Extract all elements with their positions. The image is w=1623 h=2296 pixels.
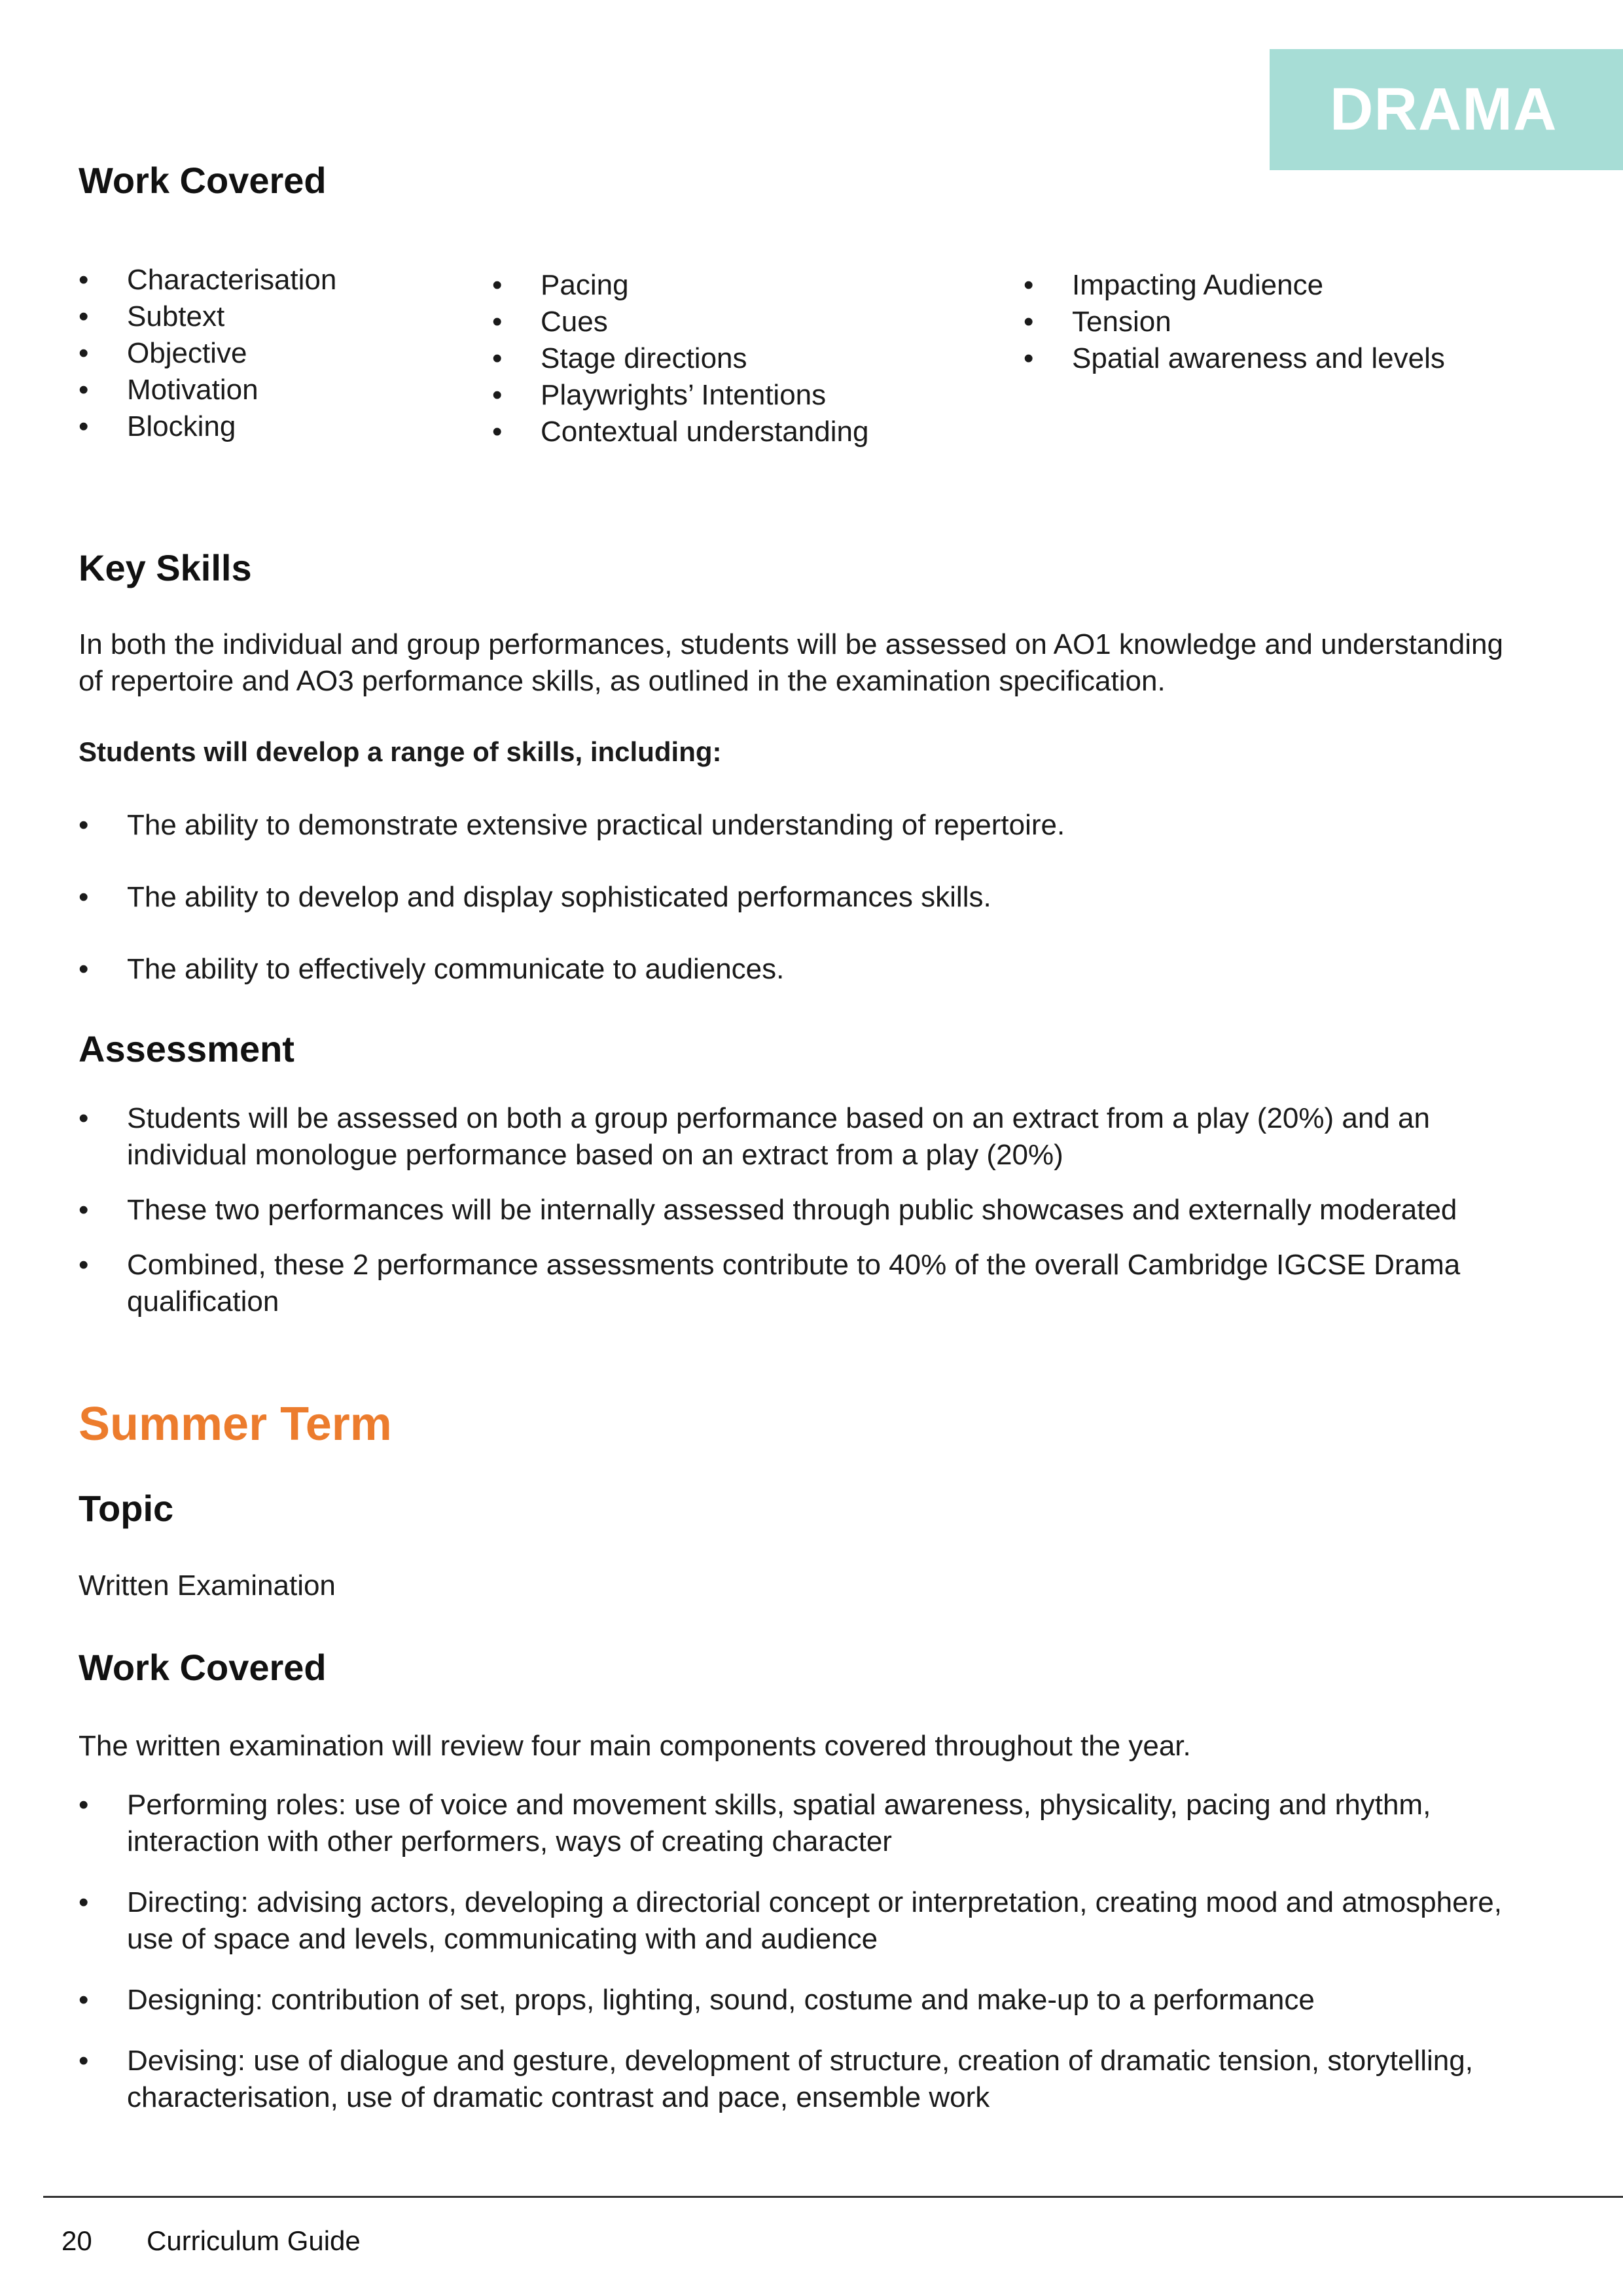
list-item: • Stage directions xyxy=(492,340,868,377)
list-item: • Designing: contribution of set, props, lighting, sound, costume and make-up to a performance xyxy=(79,1982,1551,2018)
list-item: • Spatial awareness and levels xyxy=(1024,340,1445,377)
key-skills-heading: Key Skills xyxy=(79,547,252,588)
assessment-list xyxy=(79,1100,1551,1338)
list-item: • Directing: advising actors, developing a directorial concept or interpretation, creating mood and atmosphere, use of space and levels, communicating with and audience xyxy=(79,1884,1551,1958)
written-components-list xyxy=(79,1787,1551,2140)
work-covered-list-col3 xyxy=(1024,267,1445,377)
list-item: • Blocking xyxy=(79,408,336,445)
list-item: • Playwrights’ Intentions xyxy=(492,377,868,414)
list-item: • Performing roles: use of voice and movement skills, spatial awareness, physicality, pacing and rhythm, interaction with other performers, ways of creating character xyxy=(79,1787,1551,1860)
subject-tab: DRAMA xyxy=(1270,49,1623,170)
summer-term-heading: Summer Term xyxy=(79,1398,392,1450)
list-item: • Characterisation xyxy=(79,262,336,298)
topic-heading: Topic xyxy=(79,1488,174,1529)
topic-value: Written Examination xyxy=(79,1570,336,1602)
list-item: • The ability to develop and display sophisticated performances skills. xyxy=(79,879,1551,916)
work-covered-heading-2: Work Covered xyxy=(79,1647,327,1688)
list-item: • The ability to effectively communicate to audiences. xyxy=(79,951,1551,988)
skills-list xyxy=(79,807,1551,1023)
list-item: • Contextual understanding xyxy=(492,414,868,450)
footer-divider xyxy=(43,2196,1623,2198)
assessment-heading: Assessment xyxy=(79,1028,294,1069)
list-item: • The ability to demonstrate extensive practical understanding of repertoire. xyxy=(79,807,1551,844)
list-item: • Tension xyxy=(1024,304,1445,340)
list-item: • These two performances will be internally assessed through public showcases and externally moderated xyxy=(79,1192,1551,1229)
footer-title: Curriculum Guide xyxy=(147,2225,361,2256)
list-item: • Objective xyxy=(79,335,336,372)
list-item: • Subtext xyxy=(79,298,336,335)
key-skills-intro: In both the individual and group performances, students will be assessed on AO1 knowledge and understanding of repertoire and AO3 performance skills, as outlined in the examination specification. xyxy=(79,628,1503,697)
list-item: • Devising: use of dialogue and gesture, development of structure, creation of dramatic tension, storytelling, characterisation, use of dramatic contrast and pace, ensemble work xyxy=(79,2043,1551,2116)
list-item: • Motivation xyxy=(79,372,336,408)
written-intro: The written examination will review four main components covered throughout the year. xyxy=(79,1730,1191,1762)
list-item: • Combined, these 2 performance assessments contribute to 40% of the overall Cambridge IGCSE Drama qualification xyxy=(79,1247,1551,1320)
work-covered-list-col1 xyxy=(79,262,336,445)
list-item: • Cues xyxy=(492,304,868,340)
list-item: • Pacing xyxy=(492,267,868,304)
page-number: 20 xyxy=(62,2225,92,2256)
work-covered-list-col2 xyxy=(492,267,868,450)
list-item: • Impacting Audience xyxy=(1024,267,1445,304)
skills-lead: Students will develop a range of skills, including: xyxy=(79,736,722,767)
list-item: • Students will be assessed on both a group performance based on an extract from a play (20%) and an individual monologue performance based on an extract from a play (20%) xyxy=(79,1100,1551,1174)
work-covered-heading: Work Covered xyxy=(79,160,327,201)
